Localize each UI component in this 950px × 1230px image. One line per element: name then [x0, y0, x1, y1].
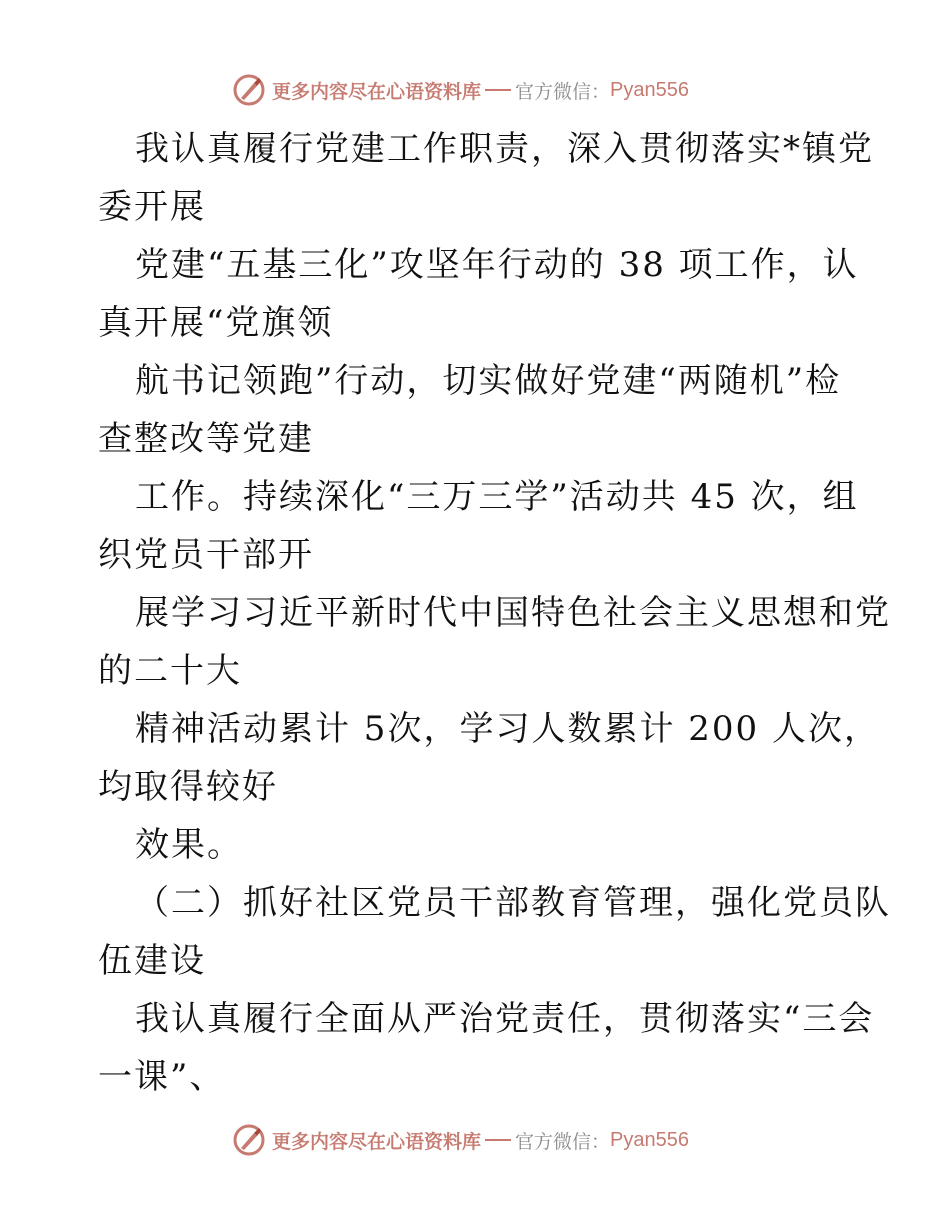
body-line: 效果。: [135, 825, 243, 865]
body-line: 均取得较好: [98, 767, 278, 807]
section-heading: （二）抓好社区党员干部教育管理，强化党员队: [135, 883, 891, 923]
body-line: 真开展“党旗领: [98, 303, 334, 343]
banner-dash-divider: [485, 89, 511, 91]
body-line: 一课”、: [98, 1057, 226, 1097]
body-line: 我认真履行党建工作职责，深入贯彻落实*镇党: [135, 129, 874, 169]
section-heading-continuation: 伍建设: [98, 941, 206, 981]
brush-logo-icon: [232, 73, 266, 107]
banner-brand-text: 更多内容尽在心语资料库: [272, 80, 482, 103]
body-line: 精神活动累计 5次，学习人数累计 200 人次，: [135, 709, 880, 749]
banner-wechat-handle: Pyan556: [610, 78, 689, 101]
banner-brand-text: 更多内容尽在心语资料库: [272, 1130, 482, 1153]
body-line: 查整改等党建: [98, 419, 314, 459]
body-line: 我认真履行全面从严治党责任，贯彻落实“三会: [135, 999, 875, 1039]
body-line: 工作。持续深化“三万三学”活动共 45 次，组: [135, 477, 859, 517]
banner-wechat-label: 官方微信：: [515, 1130, 611, 1153]
banner-dash-divider: [485, 1139, 511, 1141]
brush-logo-icon: [232, 1123, 266, 1157]
body-line: 的二十大: [98, 651, 242, 691]
footer-watermark-banner: [232, 1120, 689, 1160]
banner-wechat-handle: Pyan556: [610, 1128, 689, 1151]
body-line: 党建“五基三化”攻坚年行动的 38 项工作，认: [135, 245, 859, 285]
header-watermark-banner: [232, 70, 689, 110]
body-line: 织党员干部开: [98, 535, 314, 575]
banner-wechat-label: 官方微信：: [515, 80, 611, 103]
body-line: 展学习习近平新时代中国特色社会主义思想和党: [135, 593, 891, 633]
body-line: 委开展: [98, 187, 206, 227]
body-line: 航书记领跑”行动，切实做好党建“两随机”检: [135, 361, 842, 401]
